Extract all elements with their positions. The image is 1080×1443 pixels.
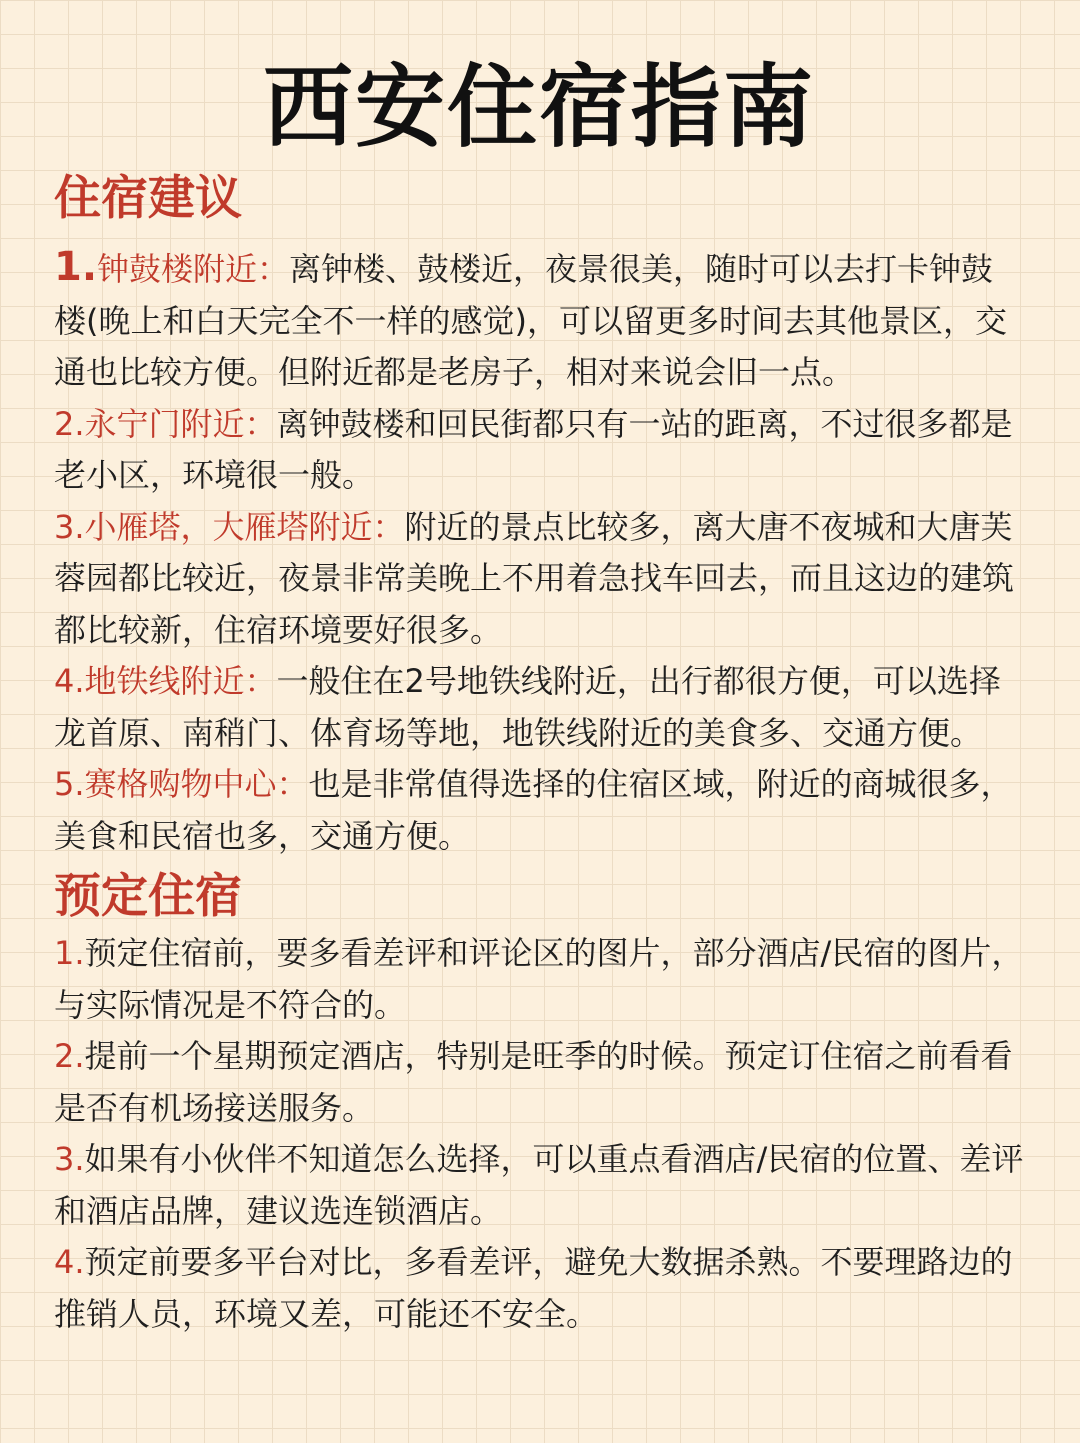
advice-item-text: 也是非常值得选择的住宿区域，附近的商城很多，美食和民宿也多，交通方便。 — [54, 765, 1013, 855]
advice-item-text: 离钟楼、鼓楼近，夜景很美，随时可以去打卡钟鼓楼(晚上和白天完全不一样的感觉)，可以留更多时间去其他景区，交通也比较方便。但附近都是老房子，相对来说会旧一点。 — [54, 250, 1007, 391]
advice-item-label: 小雁塔，大雁塔附近： — [84, 507, 405, 546]
advice-item-number: 1. — [54, 244, 98, 290]
advice-item-text: 附近的景点比较多，离大唐不夜城和大唐芙蓉园都比较近，夜景非常美晚上不用着急找车回去，而且这边的建筑都比较新，住宿环境要好很多。 — [54, 507, 1015, 649]
booking-tip-text: 预定前要多平台对比，多看差评，避免大数据杀熟。不要理路边的推销人员，环境又差，可能还不安全。 — [54, 1243, 1013, 1333]
booking-tip-3 — [54, 1134, 1024, 1237]
booking-tip-text: 提前一个星期预定酒店，特别是旺季的时候。预定订住宿之前看看是否有机场接送服务。 — [54, 1037, 1013, 1127]
advice-item-text: 一般住在2号地铁线附近，出行都很方便，可以选择龙首原、南稍门、体育场等地，地铁线附近的美食多、交通方便。 — [54, 662, 1001, 752]
booking-tip-2 — [54, 1031, 1024, 1134]
advice-item-3 — [54, 502, 1024, 657]
booking-tip-1 — [54, 928, 1024, 1031]
advice-item-5 — [54, 759, 1024, 862]
advice-item-4 — [54, 656, 1024, 759]
booking-tip-number: 1. — [54, 934, 85, 972]
booking-tip-4 — [54, 1237, 1024, 1340]
section-heading-booking: 预定住宿 — [54, 869, 242, 924]
advice-item-number: 4. — [54, 662, 85, 700]
advice-item-label: 赛格购物中心： — [84, 765, 309, 803]
advice-item-number: 2. — [54, 404, 85, 443]
advice-item-1 — [54, 242, 1024, 399]
booking-tip-text: 如果有小伙伴不知道怎么选择，可以重点看酒店/民宿的位置、差评和酒店品牌，建议选连锁酒店。 — [54, 1140, 1024, 1230]
section-heading-accommodation-advice: 住宿建议 — [54, 171, 242, 226]
advice-item-label: 永宁门附近： — [84, 404, 277, 443]
accommodation-advice-list — [54, 242, 1024, 862]
advice-item-label: 地铁线附近： — [84, 662, 277, 700]
page-title: 西安住宿指南 — [263, 55, 815, 160]
advice-item-text: 离钟鼓楼和回民街都只有一站的距离，不过很多都是老小区，环境很一般。 — [54, 404, 1013, 494]
advice-item-number: 5. — [54, 765, 85, 803]
booking-tip-number: 4. — [54, 1243, 85, 1281]
booking-tip-number: 3. — [54, 1140, 85, 1178]
booking-tips-list — [54, 928, 1024, 1340]
advice-item-label: 钟鼓楼附近： — [97, 250, 290, 288]
booking-tip-text: 预定住宿前，要多看差评和评论区的图片，部分酒店/民宿的图片，与实际情况是不符合的。 — [54, 934, 1024, 1024]
advice-item-2 — [54, 399, 1024, 502]
booking-tip-number: 2. — [54, 1037, 85, 1075]
advice-item-number: 3. — [54, 507, 85, 546]
